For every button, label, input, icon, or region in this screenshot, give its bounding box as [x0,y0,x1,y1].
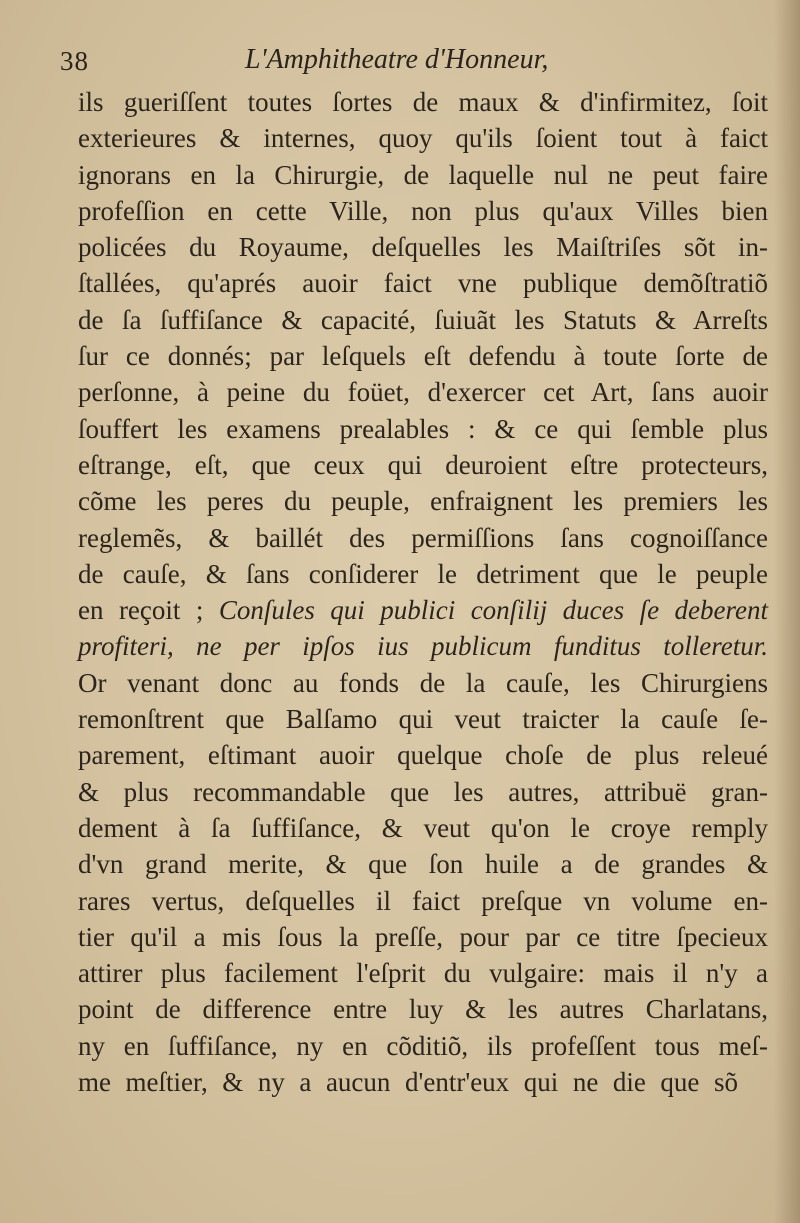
text-line: rares vertus, deſquelles il faict preſque vn volume en- [78,885,768,916]
text-line: ny en ſuffiſance, ny en cõditiõ, ils profeſſent tous meſ- [78,1030,768,1061]
text-line: parement, eſtimant auoir quelque choſe de plus releué [78,740,768,771]
text-line: cõme les peres du peuple, enfraignent les premiers les [78,486,768,517]
page-header [60,44,760,84]
page-edge-shadow [774,0,800,1223]
text-line: tier qu'il a mis ſous la preſſe, pour par ce titre ſpecieux [78,921,768,952]
text-line: ſouffert les examens prealables : & ce qui ſemble plus [78,413,768,444]
text-line: dement à ſa ſuffiſance, & veut qu'on le croye remply [78,812,768,843]
text-line: eſtrange, eſt, que ceux qui deuroient eſtre protecteurs, [78,449,768,480]
text-line: profeſſion en cette Ville, non plus qu'aux Villes bien [78,195,768,226]
text-line: de ſa ſuffiſance & capacité, ſuiuãt les Statuts & Arreſts [78,304,768,335]
text-line: en reçoit ; Conſules qui publici conſilij duces ſe deberent [78,595,768,626]
text-line: exterieures & internes, quoy qu'ils ſoient tout à faict [78,123,768,154]
text-line: ils gueriſſent toutes ſortes de maux & d'infirmitez, ſoit [78,87,768,117]
text-line: Or venant donc au fonds de la cauſe, les Chirurgiens [78,667,768,698]
text-line: me meſtier, & ny a aucun d'entr'eux qui ne die que sõ [78,1067,738,1098]
text-line: ſtallées, qu'aprés auoir faict vne publique demõſtratiõ [78,268,768,299]
text-line: attirer plus facilement l'eſprit du vulgaire: mais il n'y a [78,958,768,989]
text-line: & plus recommandable que les autres, attribuë gran- [78,776,768,807]
text-line: remonſtrent que Balſamo qui veut traicter la cauſe ſe- [78,704,768,735]
text-line: ignorans en la Chirurgie, de laquelle nul ne peut faire [78,159,768,190]
text-line: policées du Royaume, deſquelles les Maiſtriſes sõt in- [78,232,768,263]
body-text [78,84,768,1100]
text-line: d'vn grand merite, & que ſon huile a de grandes & [78,849,768,880]
text-line: ſur ce donnés; par leſquels eſt defendu à toute ſorte de [78,341,768,372]
text-line: perſonne, à peine du foüet, d'exercer cet Art, ſans auoir [78,377,768,408]
latin-quote-line: profiteri, ne per ipſos ius publicum funditus tolleretur. [78,631,768,662]
text-line: de cauſe, & ſans conſiderer le detriment que le peuple [78,558,768,589]
text-line: reglemẽs, & baillét des permiſſions ſans cognoiſſance [78,522,768,553]
text-line: point de difference entre luy & les autres Charlatans, [78,994,768,1025]
page-number: 38 [60,46,89,76]
running-head: L'Amphitheatre d'Honneur, [245,44,549,75]
